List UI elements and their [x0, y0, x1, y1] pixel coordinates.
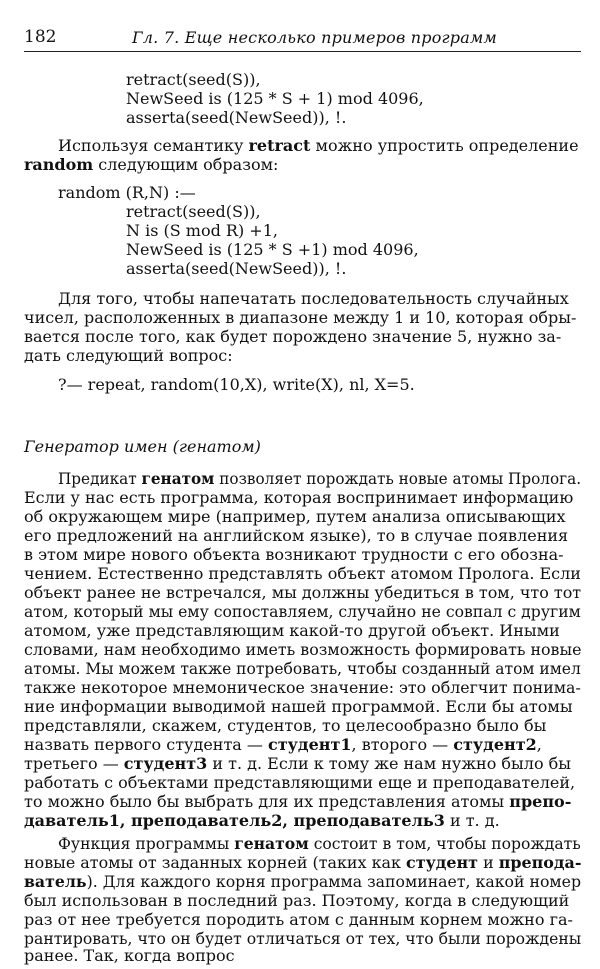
code-line: asserta(seed(NewSeed)), !. — [126, 259, 347, 278]
paragraph-line: даватель1, преподаватель2, преподаватель3 и т. д. — [24, 811, 500, 830]
paragraph-line: новые атомы от заданных корней (таких как студент и препода- — [24, 853, 582, 872]
paragraph-line: представляли, скажем, студентов, то целесообразно было бы — [24, 716, 547, 735]
code-line: retract(seed(S)), — [126, 70, 261, 89]
paragraph-line: ранее. Так, когда вопрос — [24, 946, 235, 965]
paragraph-line: его предложений на английском языке), то в случае появления — [24, 526, 569, 545]
code-line: retract(seed(S)), — [126, 202, 261, 221]
paragraph-line: дать следующий вопрос: — [24, 346, 233, 365]
paragraph-line: атомом, уже представляющим какой-то другой объект. Иными — [24, 621, 560, 640]
running-title: Гл. 7. Еще несколько примеров программ — [132, 28, 497, 47]
paragraph-line: чением. Естественно представлять объект атомом Пролога. Если — [24, 564, 581, 583]
paragraph-line: объект ранее не встречался, мы должны убедиться в том, что тот — [24, 583, 582, 602]
paragraph-line: random следующим образом: — [24, 155, 279, 174]
paragraph-line: ватель). Для каждого корня программа запоминает, какой номер — [24, 872, 582, 891]
paragraph-line: то можно было бы выбрать для их представления атомы препо- — [24, 792, 572, 811]
code-line: NewSeed is (125 * S +1) mod 4096, — [126, 240, 419, 259]
code-line: random (R,N) :— — [58, 183, 196, 202]
paragraph-line: раз от нее требуется породить атом с данным корнем можно га- — [24, 910, 573, 929]
paragraph-line: Функция программы генатом состоит в том, чтобы порождать — [58, 834, 581, 853]
page-number: 182 — [24, 27, 57, 47]
section-heading: Генератор имен (генатом) — [24, 437, 261, 456]
paragraph-line: об окружающем мире (например, путем анализа описывающих — [24, 507, 566, 526]
paragraph-line: вается после того, как будет порождено значение 5, нужно за- — [24, 327, 562, 346]
paragraph-line: рантировать, что он будет отличаться от тех, что были порождены — [24, 929, 582, 948]
paragraph-line: назвать первого студента — студент1, второго — студент2, — [24, 735, 542, 754]
code-line: N is (S mod R) +1, — [126, 221, 278, 240]
paragraph-line: в этом мире нового объекта возникают трудности с его обозна- — [24, 545, 564, 564]
paragraph-line: третьего — студент3 и т. д. Если к тому же нам нужно было бы — [24, 754, 572, 773]
paragraph-line: ние информации выводимой нашей программой. Если бы атомы — [24, 697, 573, 716]
header-rule — [24, 51, 581, 52]
paragraph-line: словами, нам необходимо иметь возможность формировать новые — [24, 640, 582, 659]
paragraph-line: чисел, расположенных в диапазоне между 1 и 10, которая обры- — [24, 308, 577, 327]
code-line: asserta(seed(NewSeed)), !. — [126, 108, 347, 127]
paragraph-line: Для того, чтобы напечатать последовательность случайных — [58, 289, 569, 308]
paragraph-line: Если у нас есть программа, которая воспринимает информацию — [24, 488, 574, 507]
paragraph-line: также некоторое мнемоническое значение: это облегчит понима- — [24, 678, 581, 697]
code-line: NewSeed is (125 * S + 1) mod 4096, — [126, 89, 424, 108]
paragraph-line: работать с объектами представляющими еще и преподавателей, — [24, 773, 576, 792]
paragraph-line: Используя семантику retract можно упростить определение — [58, 136, 579, 155]
paragraph-line: Предикат генатом позволяет порождать новые атомы Пролога. — [58, 469, 582, 488]
query-line: ?— repeat, random(10,X), write(X), nl, X=5. — [58, 375, 415, 394]
paragraph-line: атом, который мы ему сопоставляем, случайно не совпал с другим — [24, 602, 581, 621]
paragraph-line: атомы. Мы можем также потребовать, чтобы созданный атом имел — [24, 659, 581, 678]
paragraph-line: был использован в последний раз. Поэтому, когда в следующий — [24, 891, 570, 910]
